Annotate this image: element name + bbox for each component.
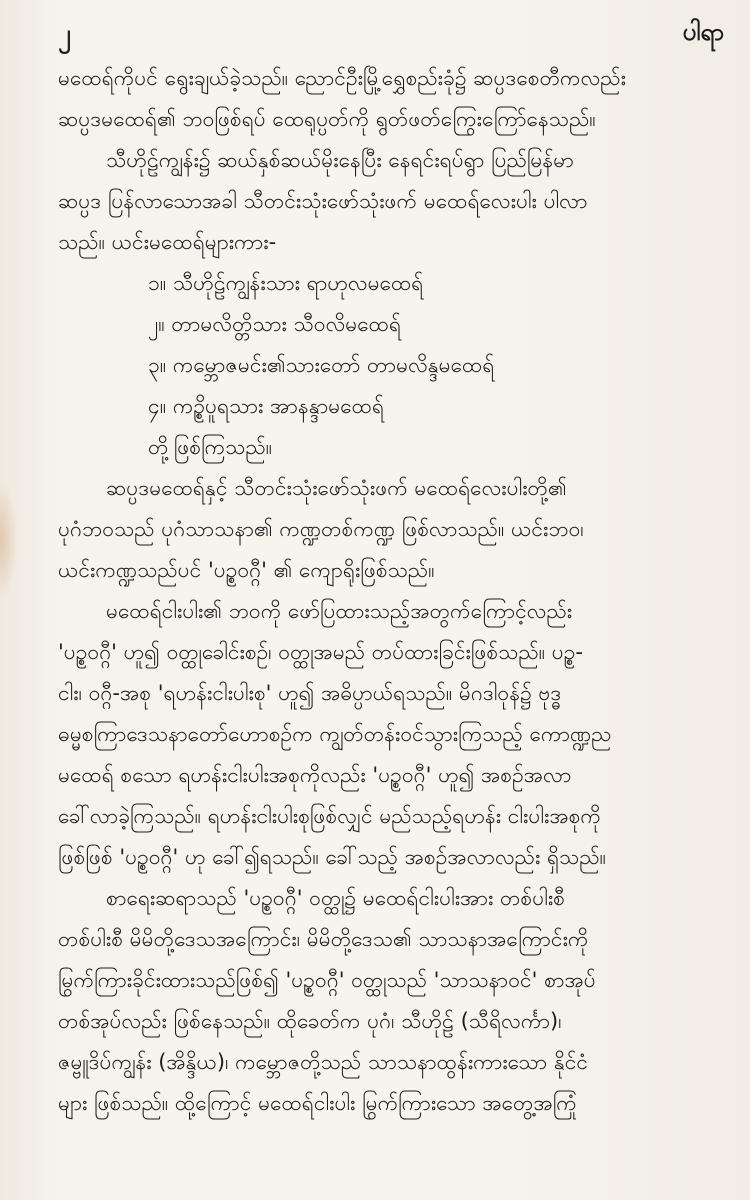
text-line: မြွက်ကြားခိုင်းထားသည်ဖြစ်၍ 'ပဉ္စဝဂ္ဂီ' ဝတ္ထုသည် 'သာသနာဝင်' စာအုပ် <box>58 968 596 992</box>
text-line: စာရေးဆရာသည် 'ပဉ္စဝဂ္ဂီ' ဝတ္ထု၌ မထေရ်ငါးပါးအား တစ်ပါးစီ <box>106 886 565 910</box>
page-header <box>0 10 750 50</box>
text-line: ဆပ္ပဒ ပြန်လာသောအခါ သီတင်းသုံးဖော်သုံးဖက် မထေရ်လေးပါး ပါလာ <box>58 189 588 213</box>
text-line: ၃။ ကမ္ဘောဇမင်း၏သားတော် တာမလိန္ဒမထေရ် <box>148 353 495 377</box>
text-line: ၄။ ကဉ္စိပူရသား အာနန္ဒာမထေရ် <box>148 394 385 418</box>
text-line: တစ်အုပ်လည်း ဖြစ်နေသည်။ ထိုခေတ်က ပုဂံ၊ သီဟိုဠ် (သီရိလင်္ကာ)၊ <box>58 1009 562 1033</box>
text-line: ၁။ သီဟိုဠ်ကျွန်းသား ရာဟုလမထေရ် <box>148 271 424 295</box>
text-line: ဓမ္မစကြာဒေသနာတော်ဟောစဉ်က ကျွတ်တန်းဝင်သွားကြသည့် ကောဏ္ဍည <box>58 722 612 746</box>
text-line: ငါး၊ ဝဂ္ဂီ-အစု 'ရဟန်းငါးပါးစု' ဟူ၍ အဓိပ္ပာယ်ရသည်။ မိဂဒါဝုန်၌ ဗုဒ္ဓ <box>58 681 562 705</box>
text-line: ဆပ္ပဒမထေရ်၏ ဘဝဖြစ်ရပ် ထေရုပ္ပတ်ကို ရွတ်ဖတ်ကြွေးကြော်နေသည်။ <box>58 107 596 131</box>
text-line: ပုဂံဘဝသည် ပုဂံသာသနာ၏ ကဏ္ဍတစ်ကဏ္ဍ ဖြစ်လာသည်။ ယင်းဘဝ၊ <box>58 517 584 541</box>
text-line: မထေရ်ငါးပါး၏ ဘဝကို ဖော်ပြထားသည့်အတွက်ကြောင့်လည်း <box>106 599 573 623</box>
body-text <box>58 58 728 1124</box>
page-number: ၂ <box>58 19 71 49</box>
text-line: ဖြစ်ဖြစ် 'ပဉ္စဝဂ္ဂီ' ဟု ခေါ်၍ရသည်။ ခေါ်သည့် အစဉ်အလာလည်း ရှိသည်။ <box>58 845 606 869</box>
text-line: သည်။ ယင်းမထေရ်များကား- <box>58 230 277 254</box>
text-line: များ ဖြစ်သည်။ ထို့ကြောင့် မထေရ်ငါးပါး မြွက်ကြားသော အတွေ့အကြုံ <box>58 1091 577 1115</box>
text-line: ယင်းကဏ္ဍသည်ပင် 'ပဉ္စဝဂ္ဂီ' ၏ ကျောရိုးဖြစ်သည်။ <box>58 558 435 582</box>
text-line: ဇမ္ဗူဒိပ်ကျွန်း (အိန္ဒိယ)၊ ကမ္ဘောဇတို့သည် သာသနာထွန်းကားသော နိုင်ငံ <box>58 1050 589 1074</box>
text-line: သီဟိုဠ်ကျွန်း၌ ဆယ်နှစ်ဆယ်မိုးနေပြီး နေရင်းရပ်ရွာ ပြည်မြန်မာ <box>106 148 574 172</box>
text-line: မထေရ်ကိုပင် ရွေးချယ်ခဲ့သည်။ ညောင်ဦးမြို့ရွှေစည်းခုံ၌ ဆပ္ပဒစေတီကလည်း <box>58 66 626 90</box>
text-line: ခေါ်လာခဲ့ကြသည်။ ရဟန်းငါးပါးစုဖြစ်လျှင် မည်သည့်ရဟန်း ငါးပါးအစုကို <box>58 804 601 828</box>
binding-shadow <box>0 480 18 600</box>
text-line: မထေရ် စသော ရဟန်းငါးပါးအစုကိုလည်း 'ပဉ္စဝဂ္ဂီ' ဟူ၍ အစဉ်အလာ <box>58 763 572 787</box>
running-head: ပါရာ <box>682 18 724 46</box>
text-line: ၂။ တာမလိတ္တိသား သီဝလိမထေရ် <box>148 312 402 336</box>
text-line: တစ်ပါးစီ မိမိတို့ဒေသအကြောင်း၊ မိမိတို့ဒေသ၏ သာသနာအကြောင်းကို <box>58 927 589 951</box>
text-line: တို့ဖြစ်ကြသည်။ <box>148 435 273 459</box>
text-line: ဆပ္ပဒမထေရ်နှင့် သီတင်းသုံးဖော်သုံးဖက် မထေရ်လေးပါးတို့၏ <box>106 476 567 500</box>
text-line: 'ပဉ္စဝဂ္ဂီ' ဟူ၍ ဝတ္ထုခေါင်းစဉ်၊ ဝတ္ထုအမည် တပ်ထားခြင်းဖြစ်သည်။ ပဉ္စ- <box>58 640 583 664</box>
